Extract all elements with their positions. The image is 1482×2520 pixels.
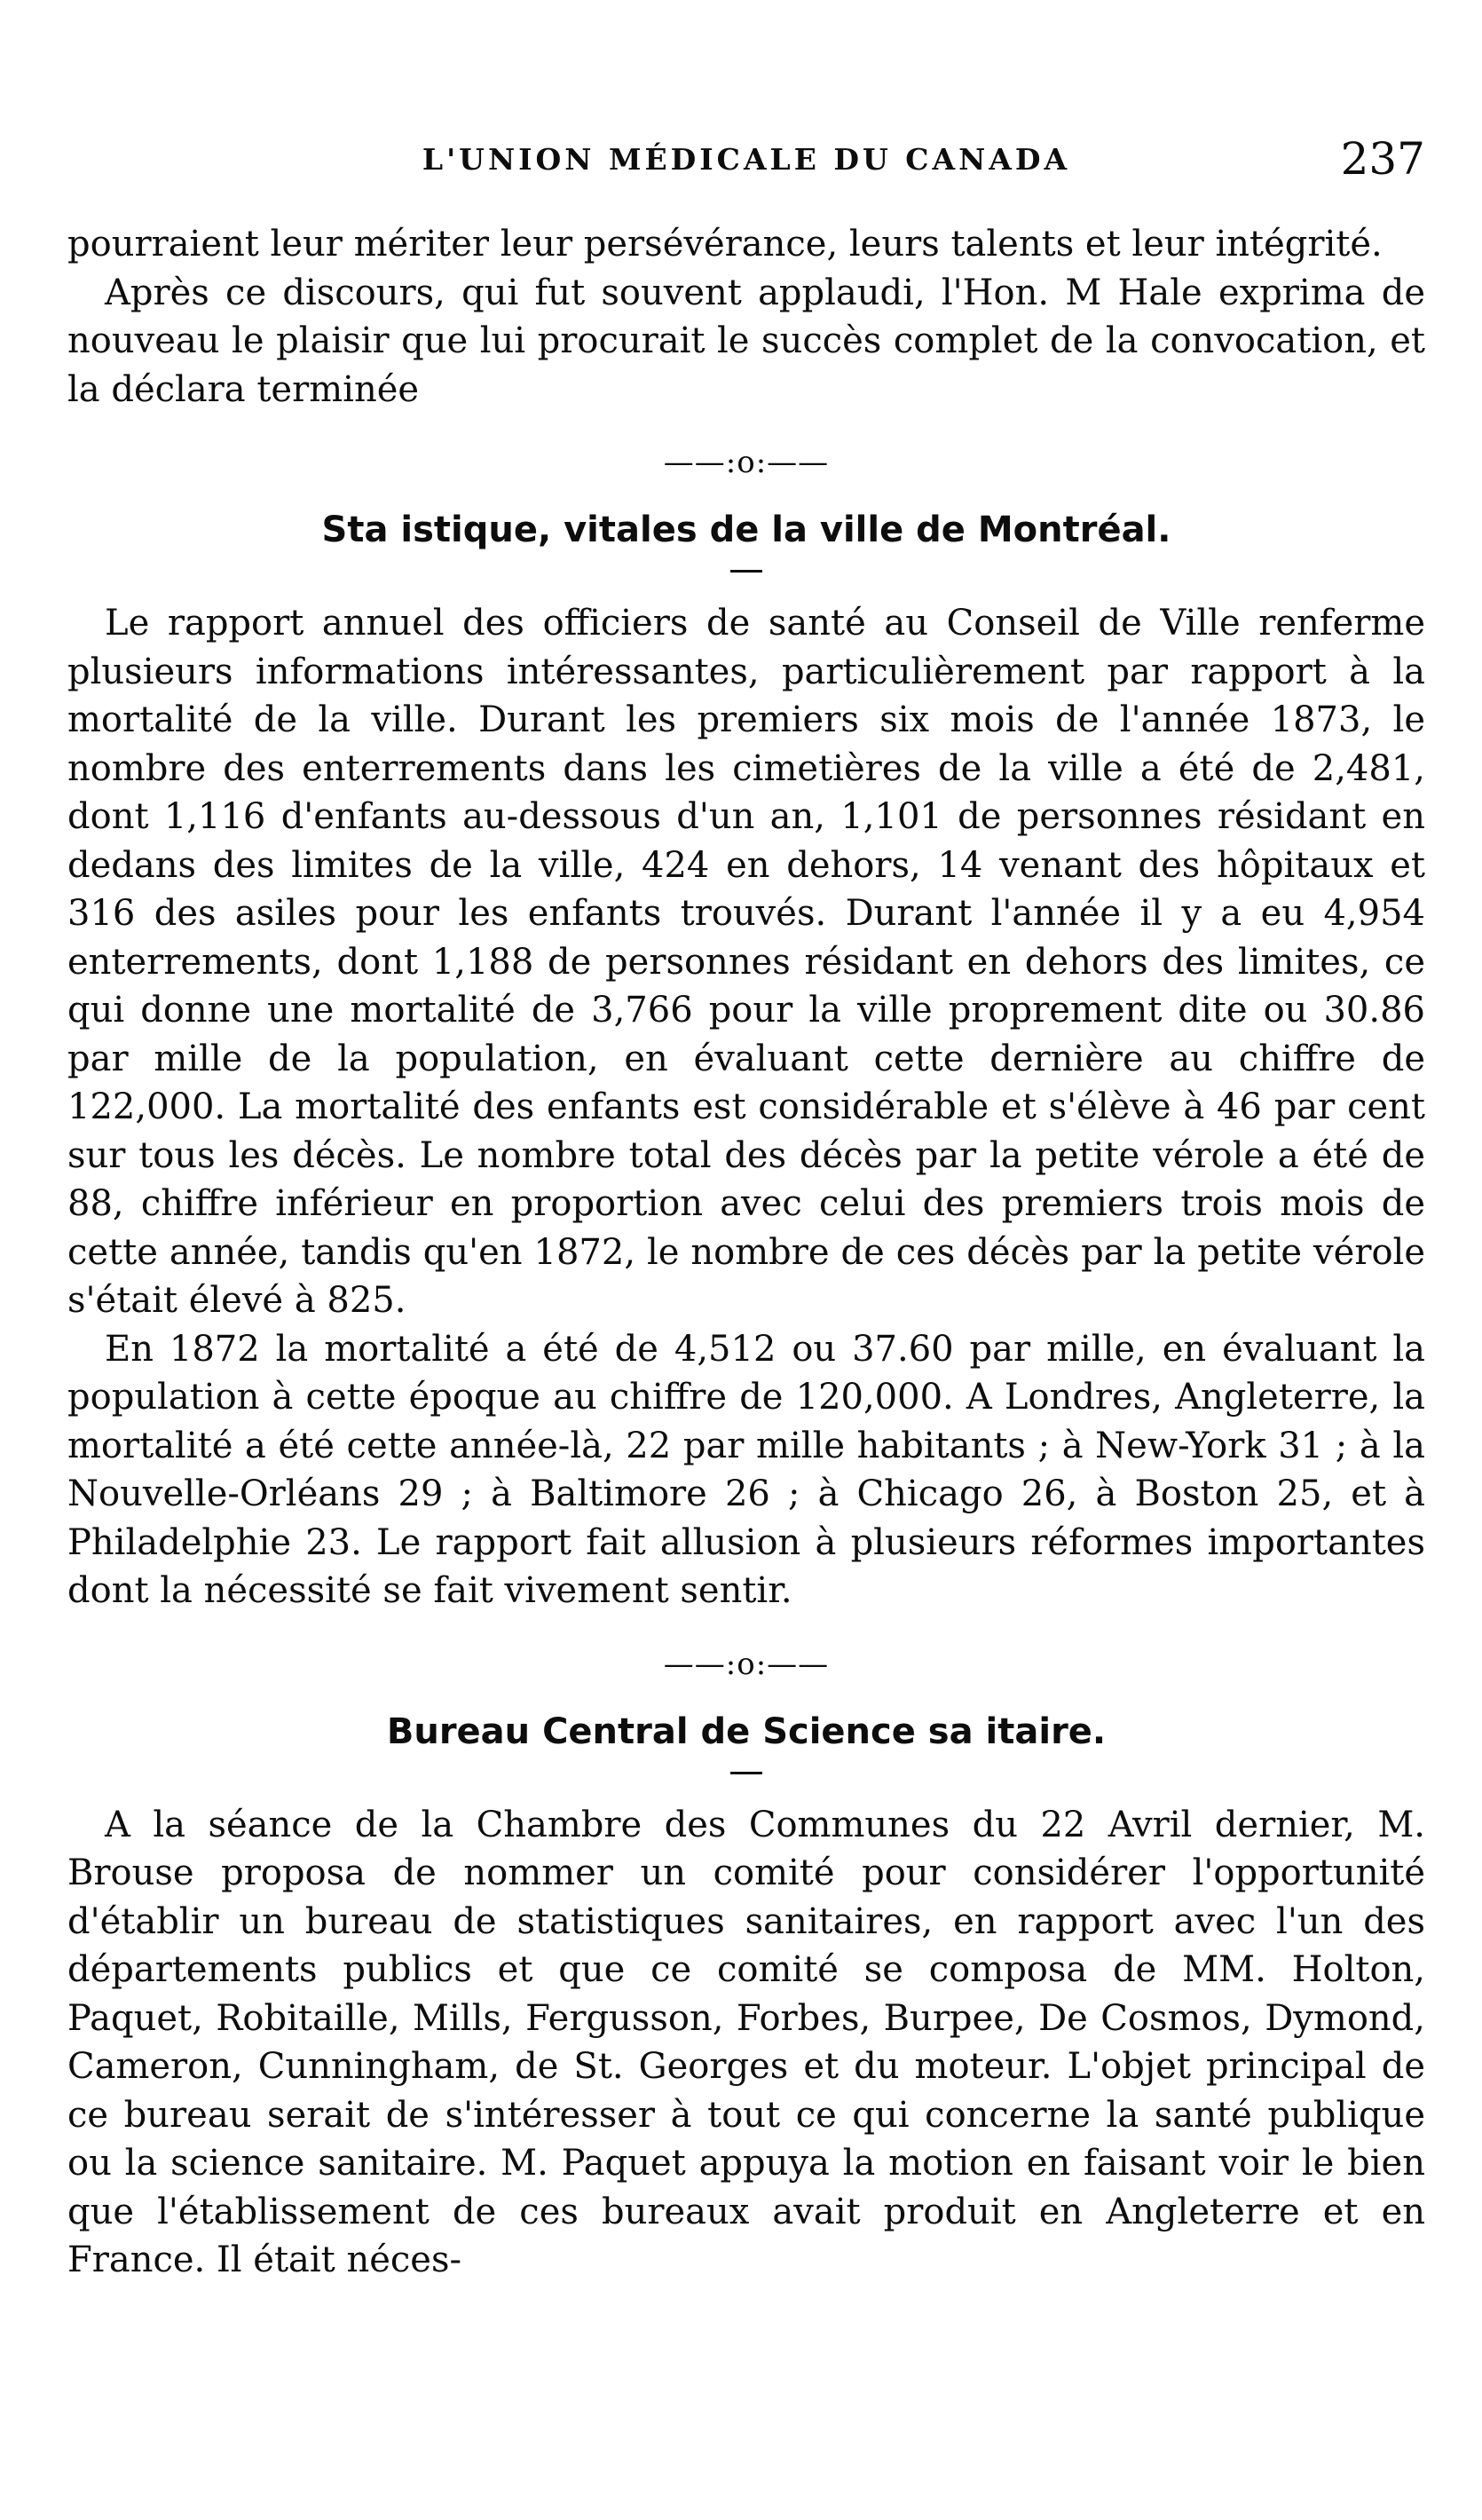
article-title: Sta istique, vitales de la ville de Montréal. bbox=[321, 510, 1171, 550]
page-number: 237 bbox=[1340, 133, 1425, 185]
previous-article-ending bbox=[67, 220, 1425, 414]
section-divider: ——:o:—— bbox=[663, 1646, 830, 1682]
journal-title: L'UNION MÉDICALE DU CANADA bbox=[422, 142, 1071, 177]
title-rule bbox=[730, 1772, 762, 1774]
document-page bbox=[67, 133, 1425, 2285]
section-divider: ——:o:—— bbox=[663, 445, 830, 480]
paragraph: Le rapport annuel des officiers de santé au Conseil de Ville renferme plusieurs informations intéressantes, particulièrement par rapport à la mortalité de la ville. Durant les premiers six mois de l'année 1873, le nombre des enterrements dans les cimetières de la ville a été de 2,481, dont 1,116 d'enfants au-dessous d'un an, 1,101 de personnes résidant en dedans des limites de la ville, 424 en dehors, 14 venant des hôpitaux et 316 des asiles pour les enfants trouvés. Durant l'année il y a eu 4,954 enterrements, dont 1,188 de personnes résidant en dehors des limites, ce qui donne une mortalité de 3,766 pour la ville proprement dite ou 30.86 par mille de la population, en évaluant cette dernière au chiffre de 122,000. La mortalité des enfants est considérable et s'élève à 46 par cent sur tous les décès. Le nombre total des décès par la petite vérole a été de 88, chiffre inférieur en proportion avec celui des premiers trois mois de cette année, tandis qu'en 1872, le nombre de ces décès par la petite vérole s'était élevé à 825. bbox=[67, 603, 1425, 1321]
paragraph: A la séance de la Chambre des Communes du 22 Avril dernier, M. Brouse proposa de nommer un comité pour considérer l'opportunité d'établir un bureau de statistiques sanitaires, en rapport avec l'un des départements publics et que ce comité se composa de MM. Holton, Paquet, Robitaille, Mills, Fergusson, Forbes, Burpee, De Cosmos, Dymond, Cameron, Cunningham, de St. Georges et du moteur. L'objet principal de ce bureau serait de s'intéresser à tout ce qui concerne la santé publique ou la science sanitaire. M. Paquet appuya la motion en faisant voir le bien que l'établissement de ces bureaux avait produit en Angleterre et en France. Il était néces- bbox=[67, 1804, 1425, 2280]
title-rule bbox=[730, 570, 762, 573]
paragraph: pourraient leur mériter leur persévérance, leurs talents et leur intégrité. bbox=[67, 224, 1383, 265]
paragraph: En 1872 la mortalité a été de 4,512 ou 37.60 par mille, en évaluant la population à cette époque au chiffre de 120,000. A Londres, Angleterre, la mortalité a été cette année-là, 22 par mille habitants ; à New-York 31 ; à la Nouvelle-Orléans 29 ; à Baltimore 26 ; à Chicago 26, à Boston 25, et à Philadelphie 23. Le rapport fait allusion à plusieurs réformes importantes dont la nécessité se fait vivement sentir. bbox=[67, 1328, 1425, 1611]
article-title: Bureau Central de Science sa itaire. bbox=[386, 1710, 1107, 1752]
article-vital-statistics bbox=[67, 438, 1425, 1615]
article-sanitary-bureau bbox=[67, 1640, 1425, 2285]
running-head bbox=[67, 133, 1425, 195]
paragraph: Après ce discours, qui fut souvent applaudi, l'Hon. M Hale exprima de nouveau le plaisir que lui procurait le succès complet de la convocation, et la déclara terminée bbox=[67, 272, 1425, 410]
